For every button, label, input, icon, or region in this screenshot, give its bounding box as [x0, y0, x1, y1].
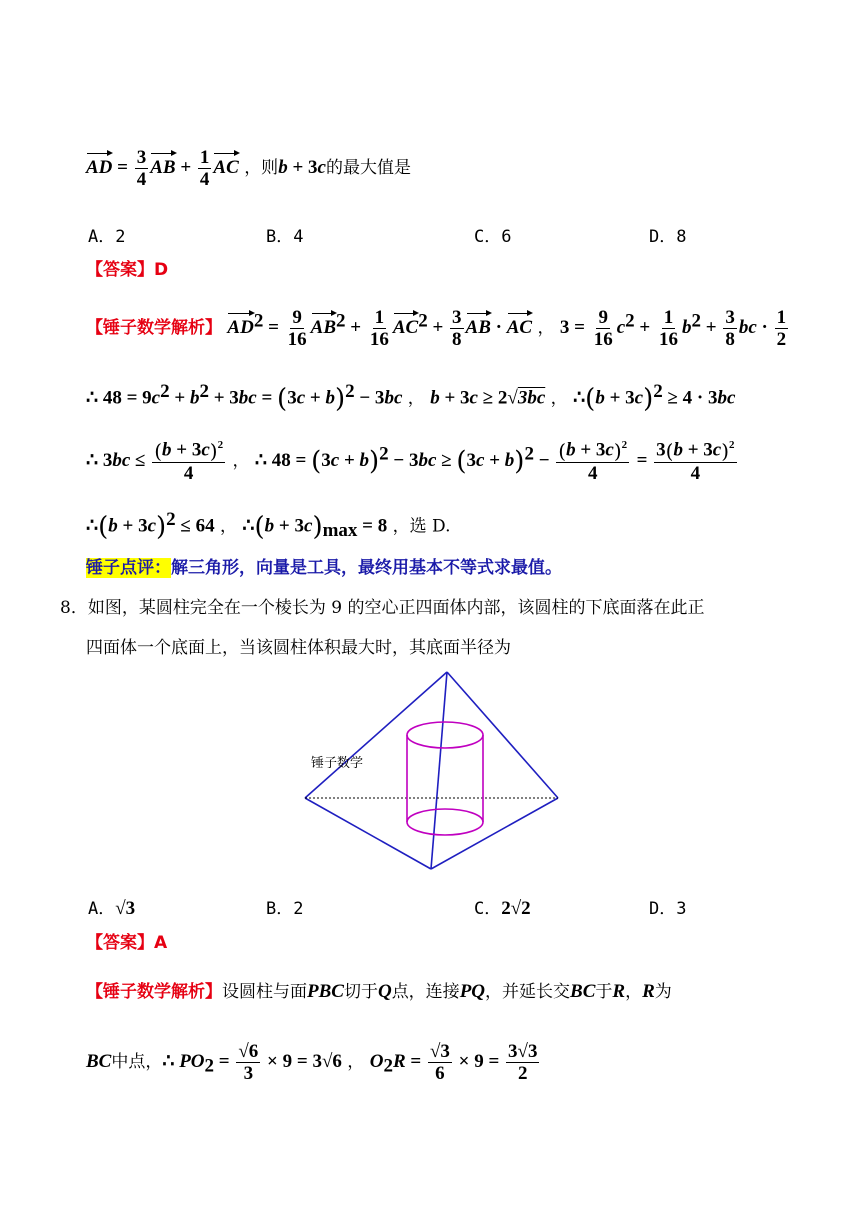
- q7-option-a: A．2: [88, 227, 126, 247]
- q7-option-c: C．6: [474, 227, 512, 247]
- q7-stem-line: AD = $\frac{3}{4}$ AB + $\frac{1}{4}$ AC ，则b + 3c的最大值是: [86, 147, 411, 190]
- q7-analysis-line1: 【锤子数学解析】 $AD^2$ = $\frac{9}{16}$ $AB^2$ + $\frac{1}{16}$ $AC^2$ + $\frac{3}{8}$ AB · AC ， 3 = $\frac{9}{16}$ $c^2$ + $\frac{1}{16}$ $b^2$ + $\frac{3}{8}$ bc · $\frac{1}{2}$: [86, 307, 787, 350]
- q7-answer: 【答案】D: [86, 260, 169, 280]
- cylinder: [407, 722, 483, 835]
- q8-analysis-line1: 【锤子数学解析】设圆柱与面PBC切于Q点，连接PQ，并延长交BC于R，R为: [86, 981, 672, 1002]
- figure-watermark-label: 锤子数学: [311, 756, 364, 771]
- q8-option-d: D．3: [649, 899, 687, 919]
- q7-analysis-line2: ∴ $48 = 9c^2 + b^2 + 3bc = (3c + b)^2 - 3bc$ ， b + 3c ≥ 2√3bc ， ∴(b + 3c)$^2$ ≥ 4 · 3bc: [86, 381, 736, 415]
- q8-stem-line2: 四面体一个底面上，当该圆柱体积最大时，其底面半径为: [86, 638, 511, 658]
- q7-comment: 锤子点评：解三角形，向量是工具，最终用基本不等式求最值。: [86, 558, 562, 578]
- q8-option-c: C．2√2: [474, 898, 531, 919]
- q7-analysis-line3: ∴ 3bc ≤ $\frac{(b + 3c)^2}{4}$ ， ∴ $48 = (3c + b)^2 - 3bc \ge (3c + b)^2$ − $\frac{(b + 3c)^2}{4}$ = $\frac{3(b + 3c)^2}{4}$: [86, 438, 735, 484]
- q7-option-b: B．4: [266, 227, 304, 247]
- q7-option-d: D．8: [649, 227, 687, 247]
- q8-stem-line1: 8．如图，某圆柱完全在一个棱长为 9 的空心正四面体内部，该圆柱的下底面落在此正: [60, 598, 705, 618]
- q8-answer: 【答案】A: [86, 933, 168, 953]
- q8-analysis-line2: BC中点，∴ $PO_2$ = $\frac{√6}{3}$ × 9 = 3√6 ， $O_2R$ = $\frac{√3}{6}$ × 9 = $\frac{3√3}{2}$: [86, 1041, 538, 1084]
- q7-analysis-line4: ∴(b + 3c)$^2$ ≤ 64 ， ∴(b + $3c)_{max} = 8$ ，选 D.: [86, 509, 451, 543]
- q8-option-a: A．√3: [88, 898, 136, 919]
- q8-option-b: B．2: [266, 899, 304, 919]
